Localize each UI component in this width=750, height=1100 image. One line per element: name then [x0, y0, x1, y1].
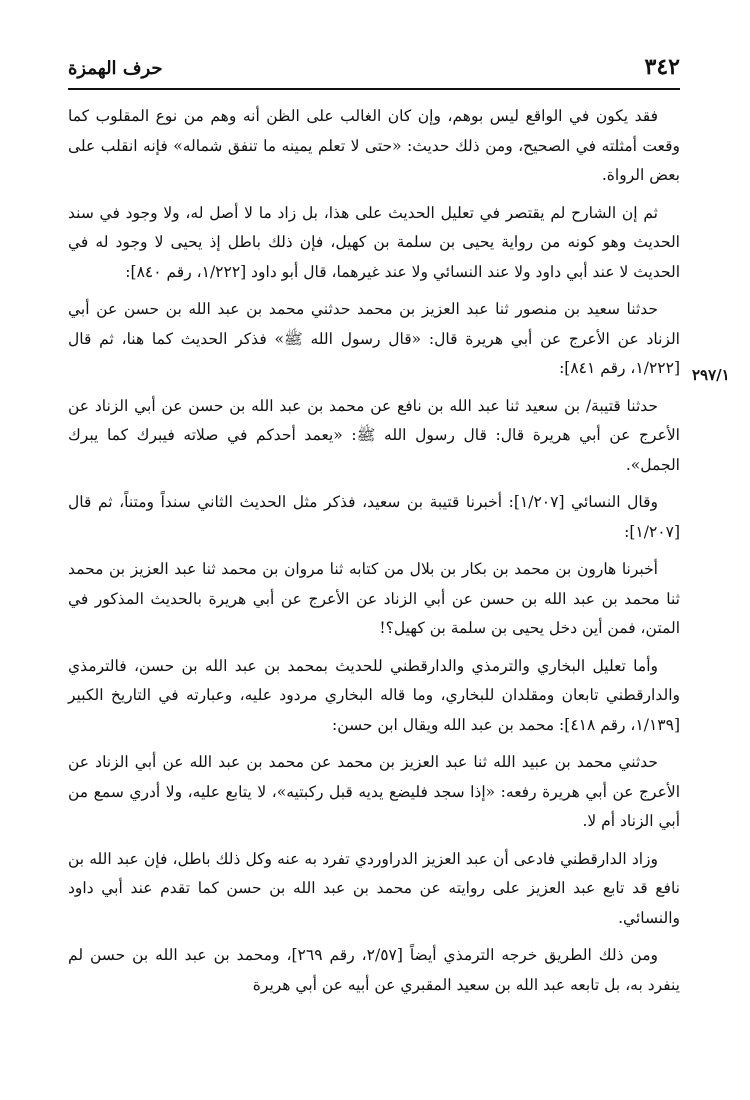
paragraph-10: ومن ذلك الطريق خرجه الترمذي أيضاً [٢/٥٧، رقم ٢٦٩]، ومحمد بن عبد الله بن حسن لم ينفرد به، بل تابعه عبد الله بن سعيد المقبري عن أبيه عن أبي هريرة	[68, 946, 680, 994]
header-rule	[68, 88, 680, 90]
paragraph-6: أخبرنا هارون بن محمد بن بكار بن بلال من كتابه ثنا مروان بن محمد ثنا عبد العزيز بن محمد ثنا محمد بن عبد الله بن حسن عن أبي الزناد عن الأعرج عن أبي هريرة بالحديث المذكور في المتن، فمن أين دخل يحيى بن سلمة بن كهيل؟!	[68, 560, 680, 637]
body-text	[68, 102, 680, 1008]
paragraph-3: حدثنا سعيد بن منصور ثنا عبد العزيز بن محمد حدثني محمد بن عبد الله بن حسن عن أبي الزناد عن الأعرج عن أبي هريرة قال: «قال رسول الله ﷺ» فذكر الحديث كما هنا، ثم قال [١/٢٢٢، رقم ٨٤١]:	[68, 300, 680, 377]
paragraph-9: وزاد الدارقطني فادعى أن عبد العزيز الدراوردي تفرد به عنه وكل ذلك باطل، فإن عبد الله بن نافع قد تابع عبد العزيز على روايته عن محمد بن عبد الله بن حسن كما تقدم عند أبي داود والنسائي.	[68, 849, 680, 927]
margin-reference: ٢٩٧/١	[692, 366, 730, 384]
paragraph-4: حدثنا قتيبة/ بن سعيد ثنا عبد الله بن نافع عن محمد بن عبد الله بن حسن عن أبي الزناد عن الأعرج عن أبي هريرة قال: قال رسول الله ﷺ: «يعمد أحدكم في صلاته فيبرك كما يبرك الجمل».	[68, 396, 680, 474]
paragraph-5: وقال النسائي [١/٢٠٧]: أخبرنا قتيبة بن سعيد، فذكر مثل الحديث الثاني سنداً ومتناً، ثم قال [١/٢٠٧]:	[68, 493, 680, 541]
page-header	[68, 52, 680, 92]
paragraph-8: حدثني محمد بن عبيد الله ثنا عبد العزيز بن محمد عن محمد بن عبد الله عن أبي الزناد عن الأعرج عن أبي هريرة رفعه: «إذا سجد فليضع يديه قبل ركبتيه»، لا يتابع عليه، ولا أدري سمع من أبي الزناد أم لا.	[68, 753, 680, 830]
paragraph-2: ثم إن الشارح لم يقتصر في تعليل الحديث على هذا، بل زاد ما لا أصل له، ولا وجود في سند الحديث وهو كونه من رواية يحيى بن سلمة بن كهيل، فإن ذلك باطل إذ يحيى لا وجود له في الحديث لا عند أبي داود ولا عند النسائي ولا عند غيرهما، قال أبو داود [١/٢٢٢، رقم ٨٤٠]:	[68, 203, 680, 281]
running-title: حرف الهمزة	[68, 58, 163, 79]
paragraph-1: فقد يكون في الواقع ليس بوهم، وإن كان الغالب على الظن أنه وهم من نوع المقلوب كما وقعت أمثلته في الصحيح، ومن ذلك حديث: «حتى لا تعلم يمينه ما تنفق شماله» فإنه انقلب على بعض الرواة.	[68, 107, 680, 184]
page-number: ٣٤٢	[644, 54, 680, 80]
paragraph-7: وأما تعليل البخاري والترمذي والدارقطني للحديث بمحمد بن عبد الله بن حسن، فالترمذي والدارقطني تابعان ومقلدان للبخاري، وما قاله البخاري مردود عليه، وعبارته في التاريخ الكبير [١/١٣٩، رقم ٤١٨]: محمد بن عبد الله ويقال ابن حسن:	[68, 656, 680, 734]
